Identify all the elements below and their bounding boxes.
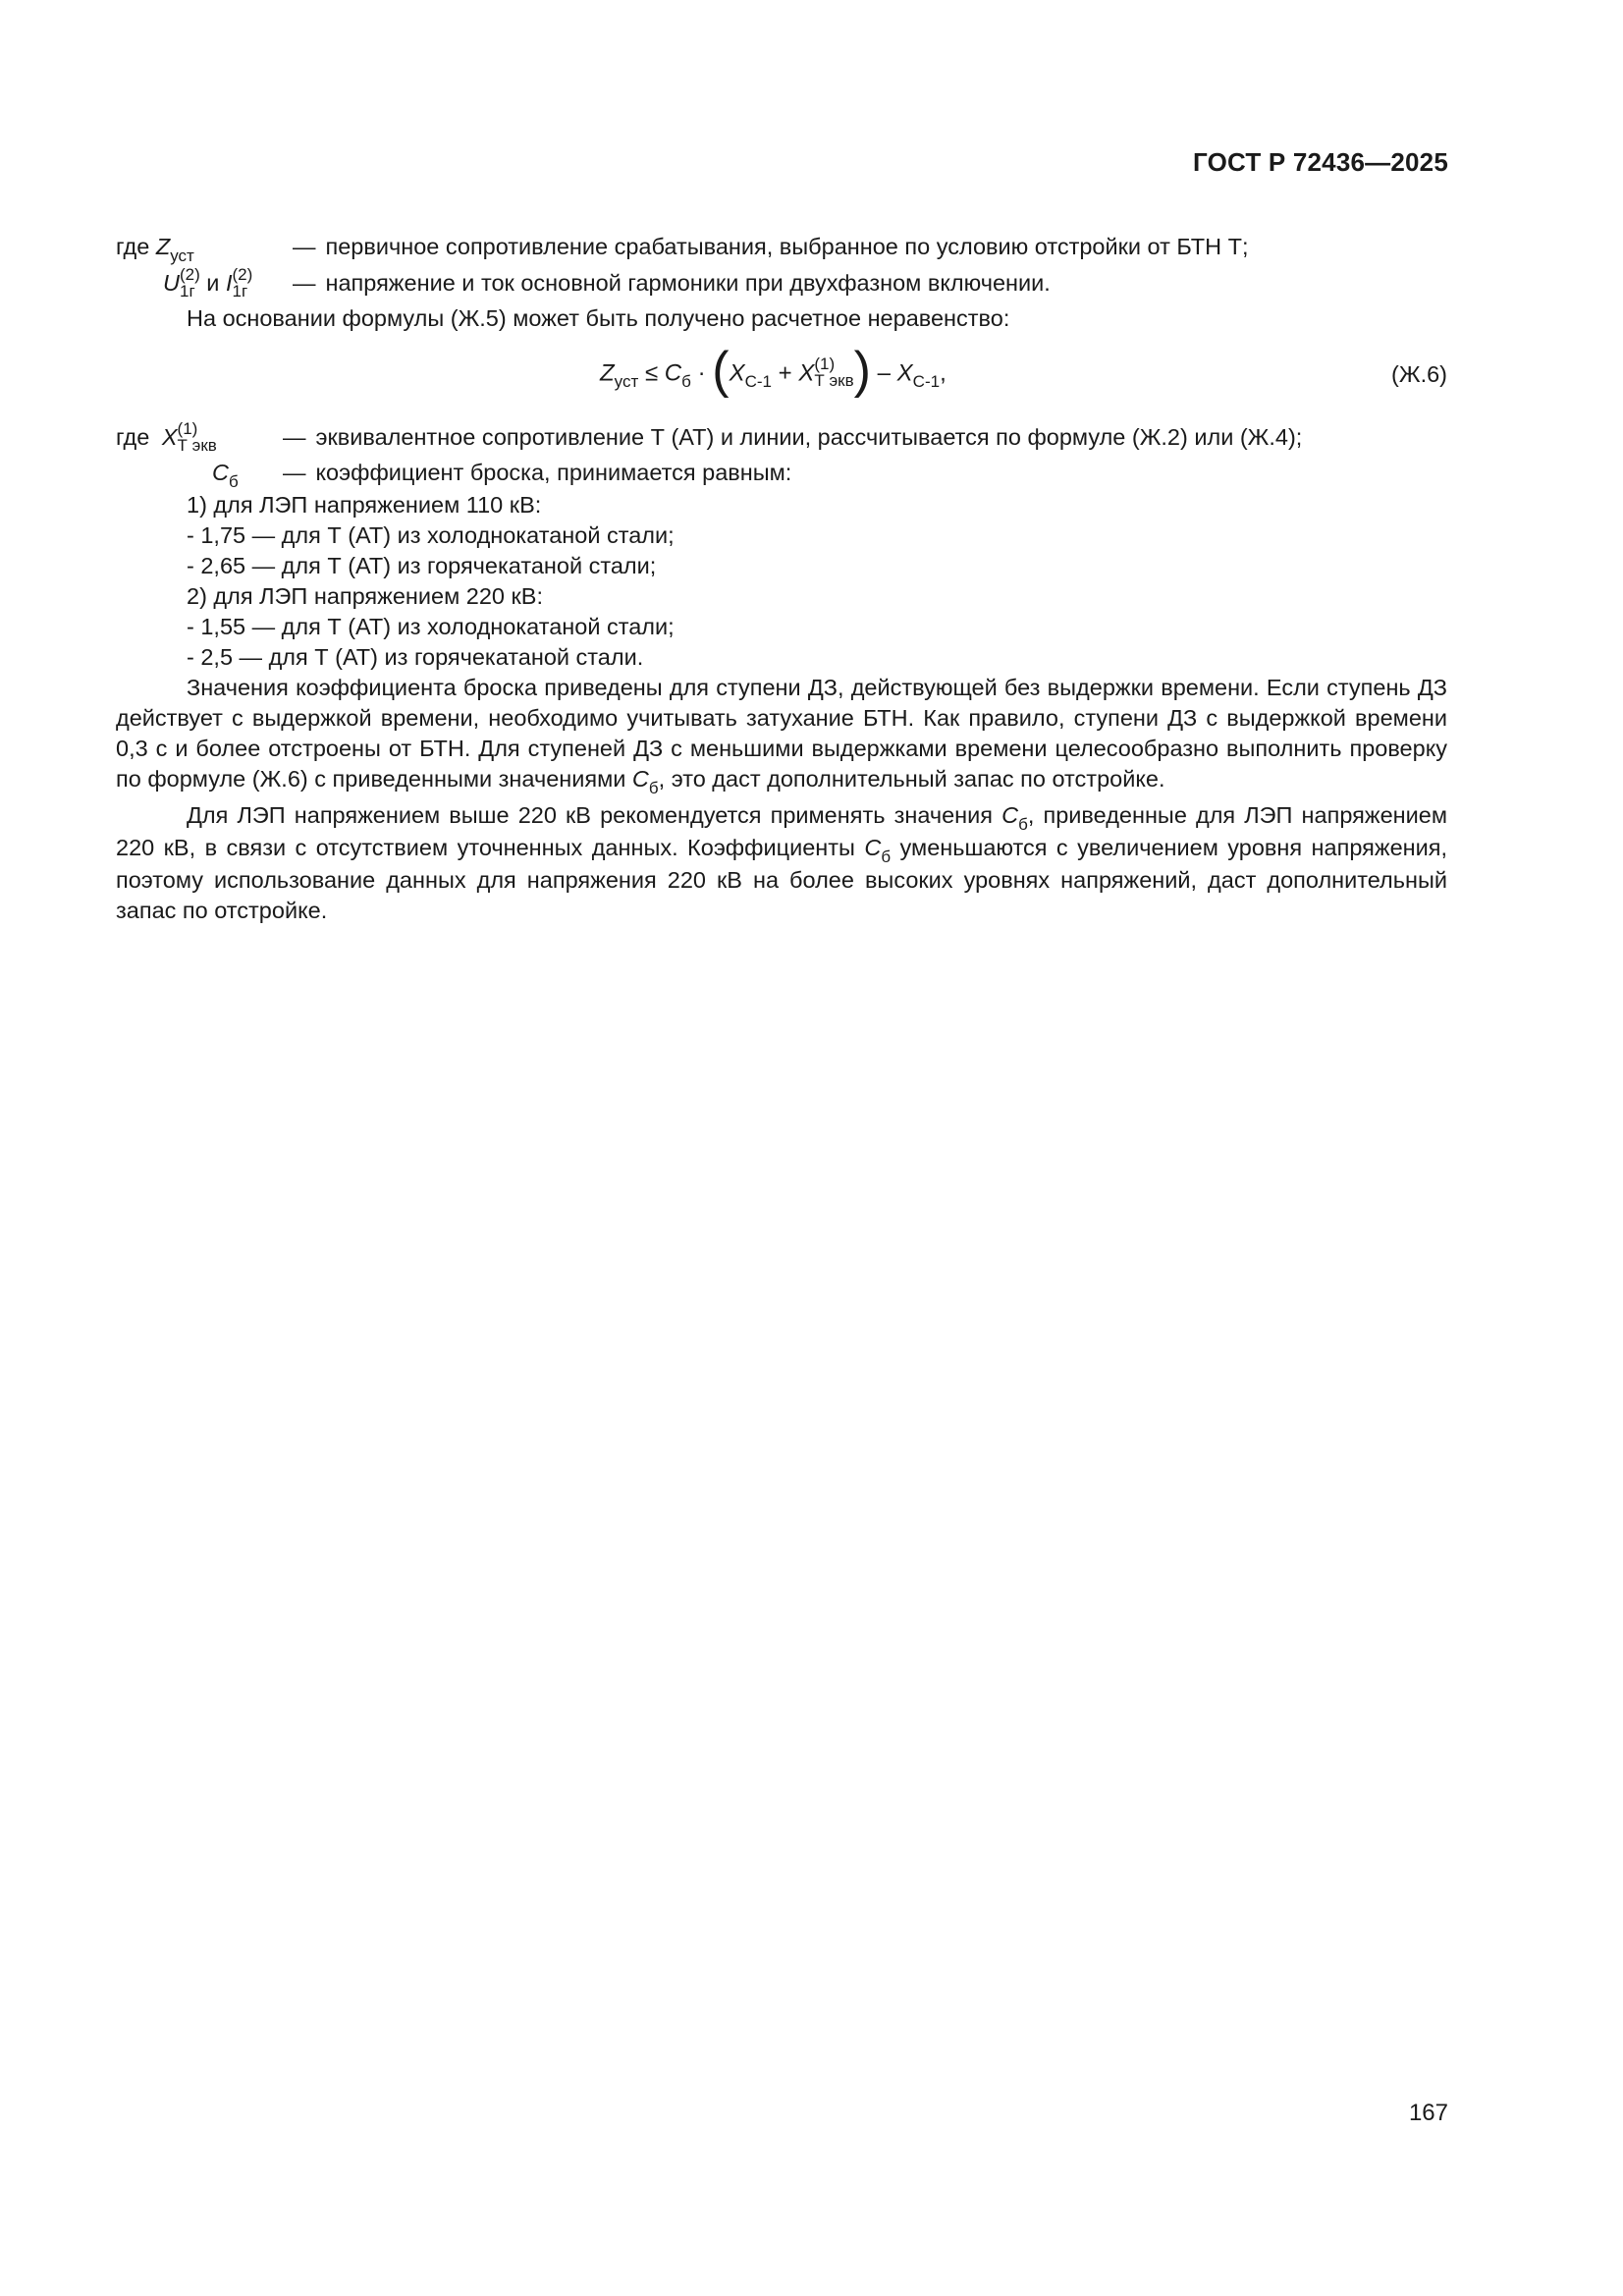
symbol-sup: (2) — [179, 265, 200, 284]
definition-text: первичное сопротивление срабатывания, выбранное по условию отстройки от БТН Т; — [325, 234, 1249, 259]
definition-text: напряжение и ток основной гармоники при двухфазном включении. — [325, 270, 1051, 297]
paragraph-text: уменьшаются с увеличением уровня напряжения, поэтому использование данных для напряжения 220 кВ на более высоких уровнях напряжений, даст дополнительный запас по отстройке. — [116, 835, 1448, 923]
list-item: - 2,5 — для Т (АТ) из горячекатаной стали. — [187, 644, 644, 670]
formula-x: X — [798, 359, 815, 387]
formula-sup: (1) — [814, 355, 836, 373]
formula-z: Z — [600, 359, 615, 387]
symbol-c: C — [631, 766, 649, 792]
formula-sub: С-1 — [744, 372, 772, 392]
symbol-sup: (1) — [177, 419, 198, 438]
list-item: - 2,65 — для Т (АТ) из горячекатаной стали; — [187, 553, 657, 578]
symbol-x: X — [161, 424, 178, 451]
conjunction: и — [206, 270, 220, 297]
formula-x: X — [729, 359, 745, 387]
symbol-sub: б — [1018, 815, 1028, 834]
paragraph-text: , приведенные для ЛЭП напряжением 220 кВ, в связи с отсутствием уточненных данных. Коэффициенты — [116, 802, 1447, 860]
definition-term — [116, 265, 283, 301]
list-item: 2) для ЛЭП напряжением 220 кВ: — [187, 583, 544, 609]
formula-zh6 — [600, 342, 947, 399]
symbol-i: I — [225, 270, 233, 297]
symbol-sub: 1г — [179, 282, 195, 301]
where-word: где — [116, 234, 150, 259]
formula-c: C — [664, 359, 682, 387]
definition-term — [116, 232, 283, 264]
symbol-indices — [233, 266, 253, 300]
definition-term — [116, 419, 273, 456]
definition-term — [116, 458, 273, 490]
left-paren: ( — [712, 342, 730, 399]
document-header: ГОСТ Р 72436—2025 — [1193, 147, 1448, 177]
symbol-sup: (2) — [232, 265, 253, 284]
formula-row — [116, 344, 1447, 409]
right-paren: ) — [853, 342, 871, 399]
symbol-sub: б — [228, 472, 239, 491]
formula-number: (Ж.6) — [1391, 361, 1447, 387]
coefficient-list — [116, 490, 1447, 673]
formula-sub: С-1 — [912, 372, 941, 392]
list-item: 1) для ЛЭП напряжением 110 кВ: — [187, 492, 542, 518]
document-body — [116, 232, 1447, 926]
formula-minus: – — [877, 359, 891, 387]
symbol-c: C — [1001, 802, 1019, 828]
formula-sub: уст — [614, 372, 639, 392]
definition-u-i — [116, 265, 1447, 301]
symbol-c: C — [864, 835, 882, 860]
paragraph-text: Для ЛЭП напряжением выше 220 кВ рекомендуется применять значения — [187, 802, 994, 828]
definition-dash: — — [283, 460, 306, 485]
definition-dash: — — [293, 234, 316, 259]
definition-dash: — — [293, 270, 316, 297]
symbol-u: U — [163, 270, 180, 297]
formula-dot: · — [697, 359, 706, 387]
formula-indices — [814, 355, 853, 389]
definition-z-ust — [116, 232, 1447, 264]
formula-sub: б — [681, 372, 691, 392]
symbol-indices — [180, 266, 200, 300]
where-word: где — [116, 424, 150, 451]
paragraph-inrush-note — [116, 673, 1447, 796]
symbol-sub: б — [648, 779, 659, 797]
formula-x: X — [896, 359, 913, 387]
formula-le: ≤ — [644, 359, 659, 387]
formula-plus: + — [778, 359, 792, 387]
symbol-z: Z — [155, 234, 171, 259]
list-item: - 1,55 — для Т (АТ) из холоднокатаной стали; — [187, 614, 675, 639]
intro-paragraph: На основании формулы (Ж.5) может быть получено расчетное неравенство: — [187, 305, 1010, 331]
definition-text: коэффициент броска, принимается равным: — [315, 460, 792, 485]
paragraph-text: , это даст дополнительный запас по отстройке. — [658, 766, 1165, 792]
definition-dash: — — [283, 424, 306, 451]
definition-text: эквивалентное сопротивление Т (АТ) и линии, рассчитывается по формуле (Ж.2) или (Ж.4); — [315, 424, 1303, 451]
symbol-sub: б — [881, 847, 892, 866]
page-number: 167 — [1408, 2100, 1448, 2126]
definition-c-b — [116, 458, 1447, 490]
list-item: - 1,75 — для Т (АТ) из холоднокатаной стали; — [187, 522, 675, 548]
formula-sub: Т экв — [814, 371, 854, 390]
paragraph-text: Значения коэффициента броска приведены для ступени ДЗ, действующей без выдержки времени. Если ступень ДЗ действует с выдержкой времени, необходимо учитывать затухание БТН. Как правило, ступени ДЗ с выдержкой времени 0,3 с и более отстроены от БТН. Для ступеней ДЗ с меньшими выдержками времени целесообразно выполнить проверку по формуле (Ж.6) с приведенными значениями — [116, 675, 1447, 792]
symbol-sub: Т экв — [177, 436, 217, 455]
symbol-c: C — [212, 460, 229, 485]
symbol-sub: уст — [170, 246, 194, 265]
symbol-sub: 1г — [232, 282, 248, 301]
paragraph-voltage-note — [116, 800, 1447, 926]
formula-comma: , — [940, 359, 947, 387]
definition-x-t-ekv — [116, 419, 1447, 456]
symbol-indices — [178, 420, 217, 454]
